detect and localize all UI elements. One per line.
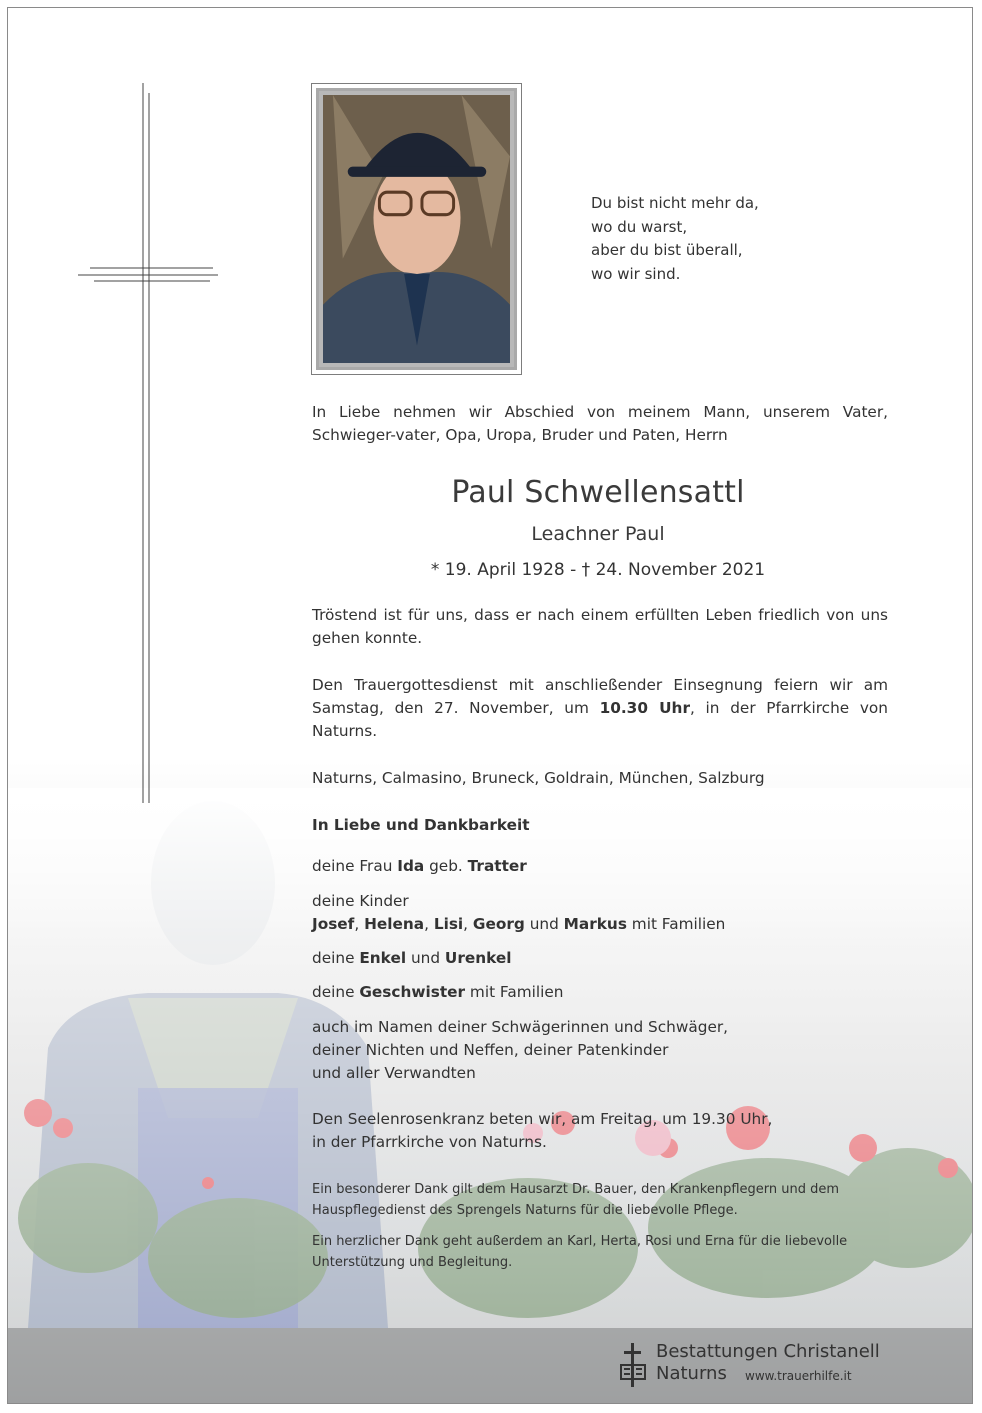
child-separator: , (354, 915, 365, 933)
wife-prefix: deine Frau (312, 857, 398, 875)
mourner-wife (312, 855, 888, 878)
service-text-start: Den Trauergottesdienst mit anschließender Einsegnung feiern wir am Samstag, den 27. November, um (312, 676, 888, 717)
children-label: deine Kinder (312, 892, 409, 910)
intro-text: In Liebe nehmen wir Abschied von meinem Mann, unserem Vater, Schwieger-vater, Opa, Uropa, Bruder und Paten, Herrn (312, 403, 888, 444)
others-line: und aller Verwandten (312, 1064, 476, 1082)
grandchildren-label: Enkel (359, 949, 407, 967)
rosary-line: Den Seelenrosenkranz beten wir, am Freitag, um 19.30 Uhr, (312, 1110, 773, 1128)
service-text (312, 674, 888, 743)
poem-line: wo wir sind. (591, 264, 681, 283)
child-name: Lisi (433, 915, 464, 933)
thanks-doctor: Ein besonderer Dank gilt dem Hausarzt Dr. Bauer, den Krankenpflegern und dem Hauspflegedienst des Sprengels Naturns für die liebevolle Pflege. (312, 1182, 840, 1218)
poem-line: aber du bist überall, (591, 241, 743, 259)
deceased-nickname: Leachner Paul (531, 523, 665, 545)
mourner-siblings (312, 981, 888, 1004)
comfort-text: Tröstend ist für uns, dass er nach einem erfüllten Leben friedlich von uns gehen konnte. (312, 606, 888, 647)
child-name: Helena (364, 915, 425, 933)
child-separator: , (424, 915, 434, 933)
thanks-friends: Ein herzlicher Dank geht außerdem an Karl, Herta, Rosi und Erna für die liebevolle Unterstützung und Begleitung. (312, 1234, 848, 1270)
siblings-suffix: mit Familien (465, 983, 564, 1001)
poem (591, 192, 759, 286)
child-separator: und (524, 915, 564, 933)
service-text-end: , in der Pfarrkirche von Naturns. (312, 699, 888, 740)
cross-icon (78, 83, 218, 803)
children-suffix: mit Familien (626, 915, 726, 933)
places-text: Naturns, Calmasino, Bruneck, Goldrain, München, Salzburg (312, 769, 765, 787)
funeral-home-logo-icon (618, 1343, 648, 1387)
child-name: Markus (563, 915, 627, 933)
great-grandchildren-label: Urenkel (444, 949, 512, 967)
mourner-others (312, 1016, 888, 1085)
children-names (312, 913, 888, 936)
funeral-home-url[interactable]: www.trauerhilfe.it (745, 1369, 852, 1383)
child-separator: , (463, 915, 473, 933)
rosary-text (312, 1108, 888, 1154)
siblings-prefix: deine (312, 983, 360, 1001)
others-line: deiner Nichten und Neffen, deiner Patenkinder (312, 1041, 669, 1059)
poem-line: wo du warst, (591, 217, 688, 236)
poem-line: Du bist nicht mehr da, (591, 194, 759, 212)
service-time: 10.30 Uhr (599, 699, 690, 717)
wife-name: Ida (397, 857, 425, 875)
wife-maiden-name: Tratter (467, 857, 527, 875)
funeral-home-town: Naturns (656, 1363, 727, 1384)
life-dates: * 19. April 1928 - † 24. November 2021 (430, 560, 766, 580)
grandchildren-prefix: deine (312, 949, 360, 967)
grandchildren-and: und (406, 949, 445, 967)
rosary-line: in der Pfarrkirche von Naturns. (312, 1133, 547, 1151)
mourner-grandchildren (312, 947, 888, 970)
background-photo (8, 788, 973, 1404)
siblings-label: Geschwister (359, 983, 466, 1001)
mourner-children (312, 890, 888, 936)
portrait-photo (311, 83, 522, 375)
notice-frame (7, 7, 973, 1404)
deceased-name: Paul Schwellensattl (451, 475, 745, 510)
portrait-image (323, 95, 510, 363)
child-name: Josef (312, 915, 355, 933)
mourners-heading: In Liebe und Dankbarkeit (312, 816, 530, 834)
others-line: auch im Namen deiner Schwägerinnen und Schwäger, (312, 1018, 729, 1036)
funeral-home-name: Bestattungen Christanell (656, 1341, 880, 1362)
wife-mid: geb. (424, 857, 468, 875)
child-name: Georg (472, 915, 525, 933)
